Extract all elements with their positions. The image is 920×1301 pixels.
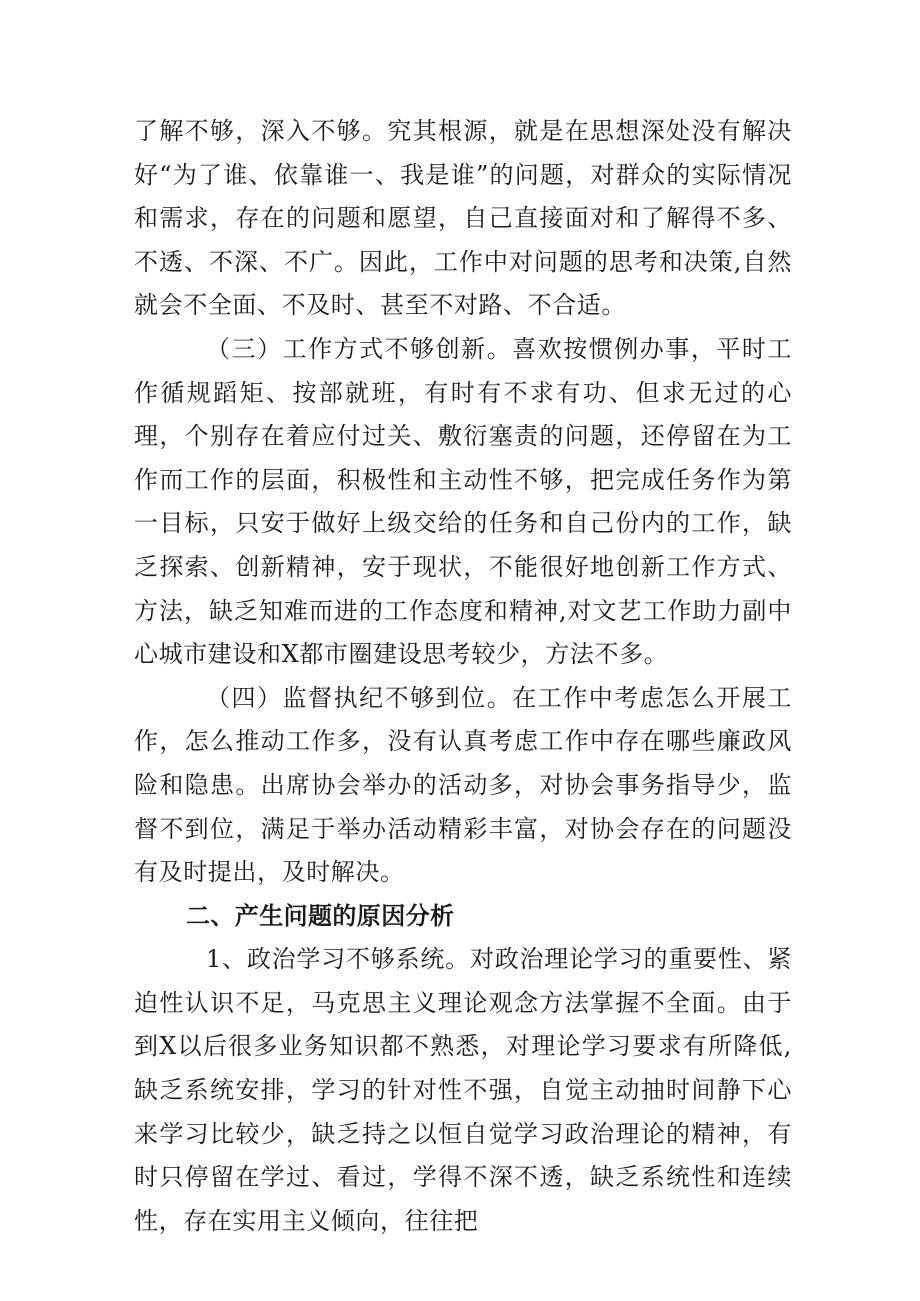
document-body (134, 110, 792, 1243)
paragraph-work-method: （三）工作方式不够创新。喜欢按惯例办事，平时工作循规蹈矩、按部就班，有时有不求有功、但求无过的心理，个别存在着应付过关、敷衍塞责的问题，还停留在为工作而工作的层面，积极性和主动性不够，把完成任务作为第一目标，只安于做好上级交给的任务和自己份内的工作，缺乏探索、创新精神，安于现状，不能很好地创新工作方式、方法，缺乏知难而进的工作态度和精神,对文艺工作助力副中心城市建设和X都市圈建设思考较少，方法不多。 (134, 334, 792, 669)
paragraph-supervision: （四）监督执纪不够到位。在工作中考虑怎么开展工作，怎么推动工作多，没有认真考虑工作中存在哪些廉政风险和隐患。出席协会举办的活动多，对协会事务指导少，监督不到位，满足于举办活动精彩丰富，对协会存在的问题没有及时提出，及时解决。 (134, 683, 792, 887)
paragraph-continuation: 了解不够，深入不够。究其根源，就是在思想深处没有解决好“为了谁、依靠谁一、我是谁”的问题，对群众的实际情况和需求，存在的问题和愿望，自己直接面对和了解得不多、不透、不深、不广。因此，工作中对问题的思考和决策,自然就会不全面、不及时、甚至不对路、不合适。 (134, 117, 792, 320)
paragraph-political-study: 1、政治学习不够系统。对政治理论学习的重要性、紧迫性认识不足，马克思主义理论观念方法掌握不全面。由于到X以后很多业务知识都不熟悉，对理论学习要求有所降低,缺乏系统安排，学习的针对性不强，自觉主动抽时间静下心来学习比较少，缺乏持之以恒自觉学习政治理论的精神，有时只停留在学过、看过，学得不深不透，缺乏系统性和连续性，存在实用主义倾向，往往把 (134, 945, 792, 1235)
section-heading: 二、产生问题的原因分析 (186, 901, 455, 930)
